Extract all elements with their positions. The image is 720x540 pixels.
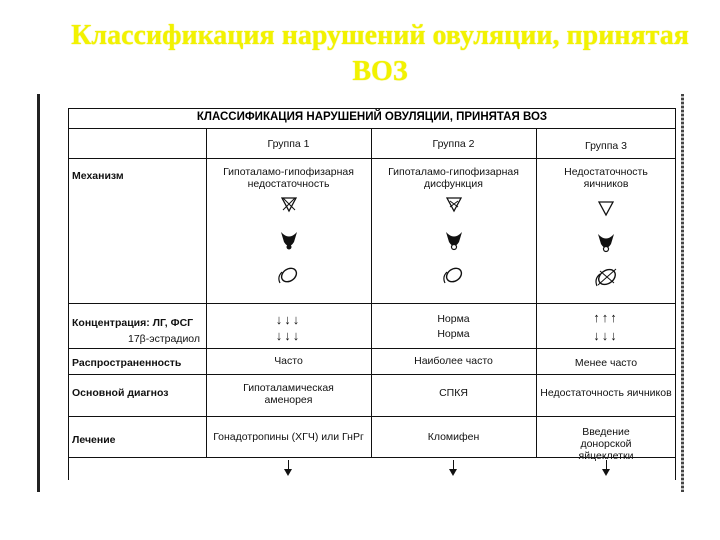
table-border-right: [675, 108, 676, 480]
pituitary-icon: [594, 230, 618, 254]
pituitary-icon: [277, 228, 301, 252]
treatment-group-3: Введение донорской яйцеклетки: [578, 426, 634, 462]
estradiol-group-2: Норма: [437, 328, 470, 340]
header-row-divider: [68, 158, 676, 159]
slide-top-border: [0, 0, 720, 4]
row-label-estradiol: 17β-эстрадиол: [128, 333, 201, 345]
down-arrow-group-2: [453, 460, 454, 474]
hypothalamus-normal-icon: [596, 198, 616, 218]
row-label-concentration: Концентрация: ЛГ, ФСГ: [72, 317, 194, 329]
group-2-header: Группа 2: [432, 138, 475, 150]
group-3-header: Группа 3: [584, 140, 628, 152]
column-divider-1: [206, 128, 207, 457]
pituitary-icon: [442, 228, 466, 252]
ovary-icon: [440, 262, 466, 288]
treatment-group-1: Гонадотропины (ХГЧ) или ГнРг: [213, 431, 364, 443]
scanned-table-image: [37, 94, 684, 492]
table-border-top: [68, 108, 676, 109]
table-border-left: [68, 108, 69, 480]
prevalence-group-2: Наиболее часто: [414, 355, 493, 367]
table-title-divider: [68, 128, 676, 129]
scan-edge: [681, 94, 684, 492]
column-divider-2: [371, 128, 372, 457]
ovary-icon: [275, 262, 301, 288]
group-1-header: Группа 1: [267, 138, 310, 150]
row-label-treatment: Лечение: [72, 434, 116, 446]
column-divider-3: [536, 128, 537, 457]
lh-fsh-group-3: ↑↑↑: [593, 310, 619, 325]
hypothalamus-dysfunction-icon: [444, 194, 464, 214]
row-label-mechanism: Механизм: [72, 170, 124, 182]
prevalence-row-divider: [68, 374, 676, 375]
diagnosis-group-2: СПКЯ: [439, 387, 468, 399]
down-arrow-group-1: [288, 460, 289, 474]
prevalence-group-3: Менее часто: [574, 357, 638, 369]
mechanism-group-1: Гипоталамо-гипофизарная недостаточность: [223, 166, 354, 190]
mechanism-row-divider: [68, 303, 676, 304]
estradiol-group-1: ↓↓↓: [275, 328, 302, 343]
row-label-diagnosis: Основной диагноз: [72, 387, 169, 399]
estradiol-group-3: ↓↓↓: [593, 328, 619, 343]
diagnosis-group-3: Недостаточность яичников: [540, 387, 672, 399]
concentration-row-divider: [68, 348, 676, 349]
diagnosis-group-1: Гипоталамическая аменорея: [243, 382, 334, 406]
diagnosis-row-divider: [68, 416, 676, 417]
slide-title: Классификация нарушений овуляции, принятая ВОЗ: [71, 20, 689, 87]
mechanism-group-3: Недостаточность яичников: [564, 166, 648, 190]
ovary-crossed-icon: [592, 263, 620, 291]
down-arrow-group-3: [606, 460, 607, 474]
mechanism-group-2: Гипоталамо-гипофизарная дисфункция: [388, 166, 519, 190]
prevalence-group-1: Часто: [274, 355, 303, 367]
classification-table: [68, 108, 676, 480]
table-title: КЛАССИФИКАЦИЯ НАРУШЕНИЙ ОВУЛЯЦИИ, ПРИНЯТАЯ ВОЗ: [196, 111, 548, 123]
treatment-group-2: Кломифен: [427, 431, 480, 443]
row-label-prevalence: Распространенность: [72, 357, 182, 369]
hypothalamus-crossed-icon: [279, 194, 299, 214]
lh-fsh-group-2: Норма: [437, 313, 470, 325]
lh-fsh-group-1: ↓↓↓: [275, 312, 302, 327]
